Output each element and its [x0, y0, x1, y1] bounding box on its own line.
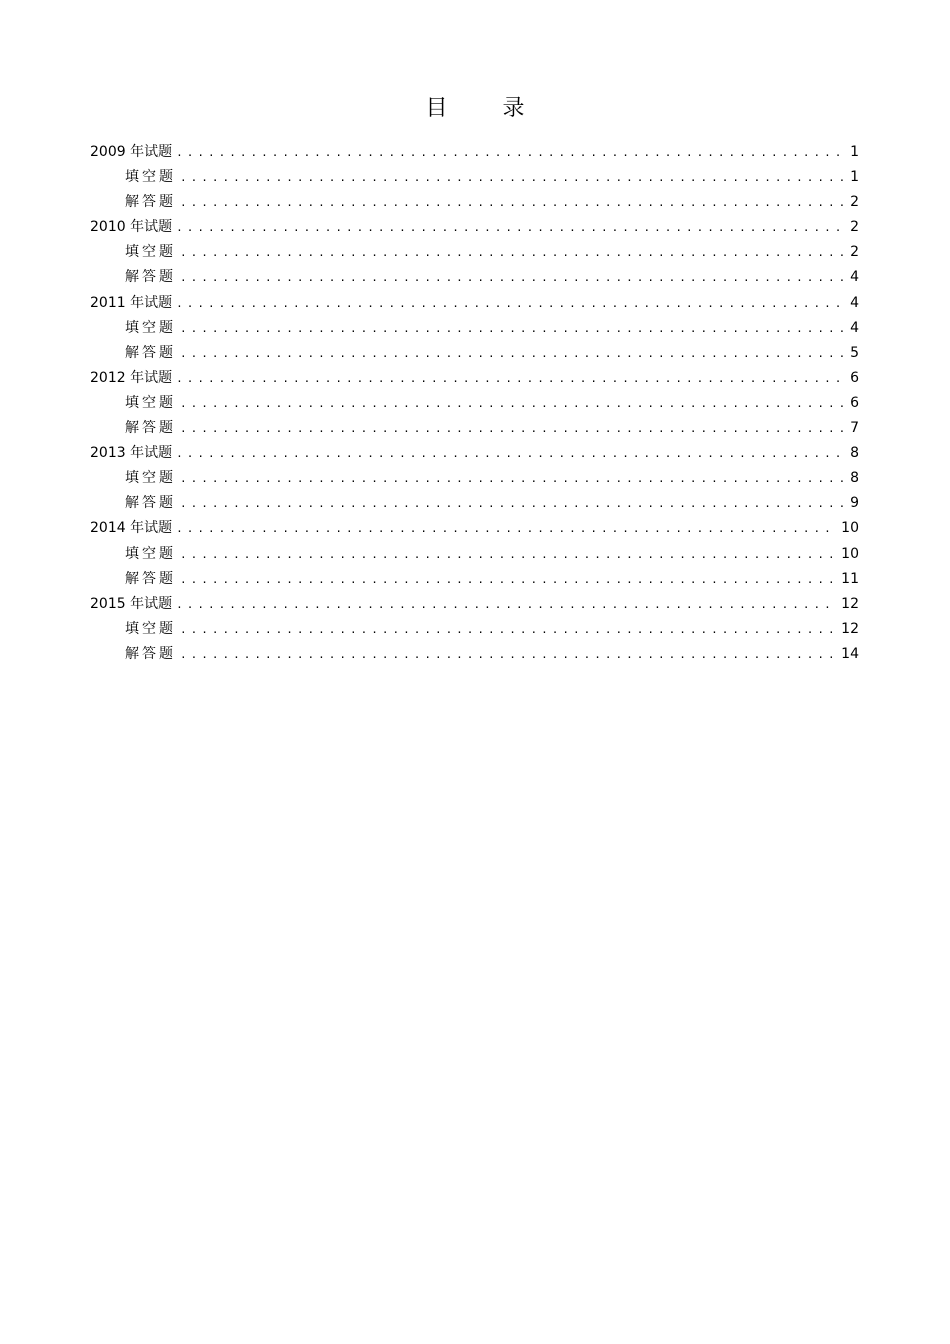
toc-entry-page-number: 4: [850, 294, 859, 311]
toc-entry-section[interactable]: [90, 516, 859, 541]
toc-dot-leader: [176, 441, 845, 466]
toc-entry-subsection[interactable]: [90, 642, 859, 667]
toc-entry-label: 填空题: [125, 169, 176, 186]
toc-entry-subsection[interactable]: [90, 617, 859, 642]
toc-dot-leader: [180, 617, 837, 642]
toc-entry-page-number: 8: [850, 470, 859, 487]
toc-entry-label: 2009 年试题: [90, 144, 173, 160]
toc-entry-label: 解答题: [125, 570, 176, 587]
toc-entry-page-number: 6: [850, 369, 859, 386]
toc-entry-label: 2011 年试题: [90, 294, 173, 311]
toc-dot-leader: [180, 542, 837, 567]
toc-entry-label: 2014 年试题: [90, 520, 173, 537]
toc-entry-subsection[interactable]: [90, 165, 859, 190]
toc-entry-page-number: 4: [850, 319, 859, 336]
toc-dot-leader: [176, 291, 845, 316]
toc-entry-label: 解答题: [125, 344, 176, 361]
toc-entry-subsection[interactable]: [90, 567, 859, 592]
toc-dot-leader: [180, 416, 845, 441]
toc-dot-leader: [180, 642, 837, 667]
toc-entry-label: 解答题: [125, 420, 176, 437]
toc-entry-section[interactable]: [90, 592, 859, 617]
toc-dot-leader: [180, 391, 845, 416]
toc-entry-page-number: 8: [850, 445, 859, 462]
toc-entry-label: 填空题: [125, 394, 176, 411]
toc-entry-subsection[interactable]: [90, 190, 859, 215]
toc-dot-leader: [180, 567, 837, 592]
toc-entry-subsection[interactable]: [90, 341, 859, 366]
toc-entry-page-number: 10: [841, 545, 859, 562]
toc-entry-subsection[interactable]: [90, 491, 859, 516]
toc-entry-label: 2010 年试题: [90, 219, 173, 236]
toc-entry-section[interactable]: [90, 140, 859, 165]
toc-entry-label: 填空题: [125, 545, 176, 562]
toc-dot-leader: [176, 215, 845, 240]
toc-entry-label: 2012 年试题: [90, 369, 173, 386]
toc-dot-leader: [180, 190, 845, 215]
toc-entry-page-number: 2: [850, 219, 859, 236]
toc-entry-page-number: 2: [850, 194, 859, 211]
toc-entry-subsection[interactable]: [90, 416, 859, 441]
toc-dot-leader: [180, 240, 845, 265]
toc-entry-label: 解答题: [125, 194, 176, 211]
toc-entry-subsection[interactable]: [90, 265, 859, 290]
toc-entry-page-number: 2: [850, 244, 859, 261]
toc-entry-page-number: 10: [841, 520, 859, 537]
toc-entry-label: 填空题: [125, 244, 176, 261]
toc-title: 目 录: [425, 96, 549, 121]
toc-entry-page-number: 6: [850, 394, 859, 411]
toc-entry-label: 2013 年试题: [90, 445, 173, 462]
toc-dot-leader: [176, 366, 845, 391]
toc-entry-page-number: 11: [841, 570, 859, 587]
toc-entry-page-number: 12: [841, 620, 859, 637]
toc-dot-leader: [176, 516, 837, 541]
toc-entry-label: 填空题: [125, 319, 176, 336]
toc-entry-section[interactable]: [90, 291, 859, 316]
toc-entry-page-number: 1: [850, 144, 859, 160]
toc-entry-subsection[interactable]: [90, 391, 859, 416]
toc-entry-subsection[interactable]: [90, 316, 859, 341]
toc-entry-page-number: 4: [850, 269, 859, 286]
toc-dot-leader: [176, 140, 845, 165]
toc-entry-page-number: 12: [841, 595, 859, 612]
toc-dot-leader: [180, 265, 845, 290]
toc-entry-section[interactable]: [90, 441, 859, 466]
toc-entry-section[interactable]: [90, 215, 859, 240]
toc-dot-leader: [180, 491, 845, 516]
toc-entry-subsection[interactable]: [90, 240, 859, 265]
toc-entry-label: 2015 年试题: [90, 595, 173, 612]
toc-dot-leader: [180, 466, 845, 491]
toc-entry-label: 解答题: [125, 495, 176, 512]
toc-entry-label: 解答题: [125, 269, 176, 286]
toc-dot-leader: [176, 592, 837, 617]
toc-dot-leader: [180, 341, 845, 366]
toc-entry-page-number: 7: [850, 420, 859, 437]
toc-entry-page-number: 14: [841, 645, 859, 662]
table-of-contents: [90, 140, 859, 667]
toc-entry-label: 填空题: [125, 620, 176, 637]
toc-entry-subsection[interactable]: [90, 466, 859, 491]
toc-entry-page-number: 9: [850, 495, 859, 512]
toc-entry-section[interactable]: [90, 366, 859, 391]
toc-entry-label: 填空题: [125, 470, 176, 487]
toc-dot-leader: [180, 165, 845, 190]
toc-entry-page-number: 1: [850, 169, 859, 186]
toc-dot-leader: [180, 316, 845, 341]
toc-entry-label: 解答题: [125, 645, 176, 662]
toc-entry-page-number: 5: [850, 344, 859, 361]
toc-entry-subsection[interactable]: [90, 542, 859, 567]
